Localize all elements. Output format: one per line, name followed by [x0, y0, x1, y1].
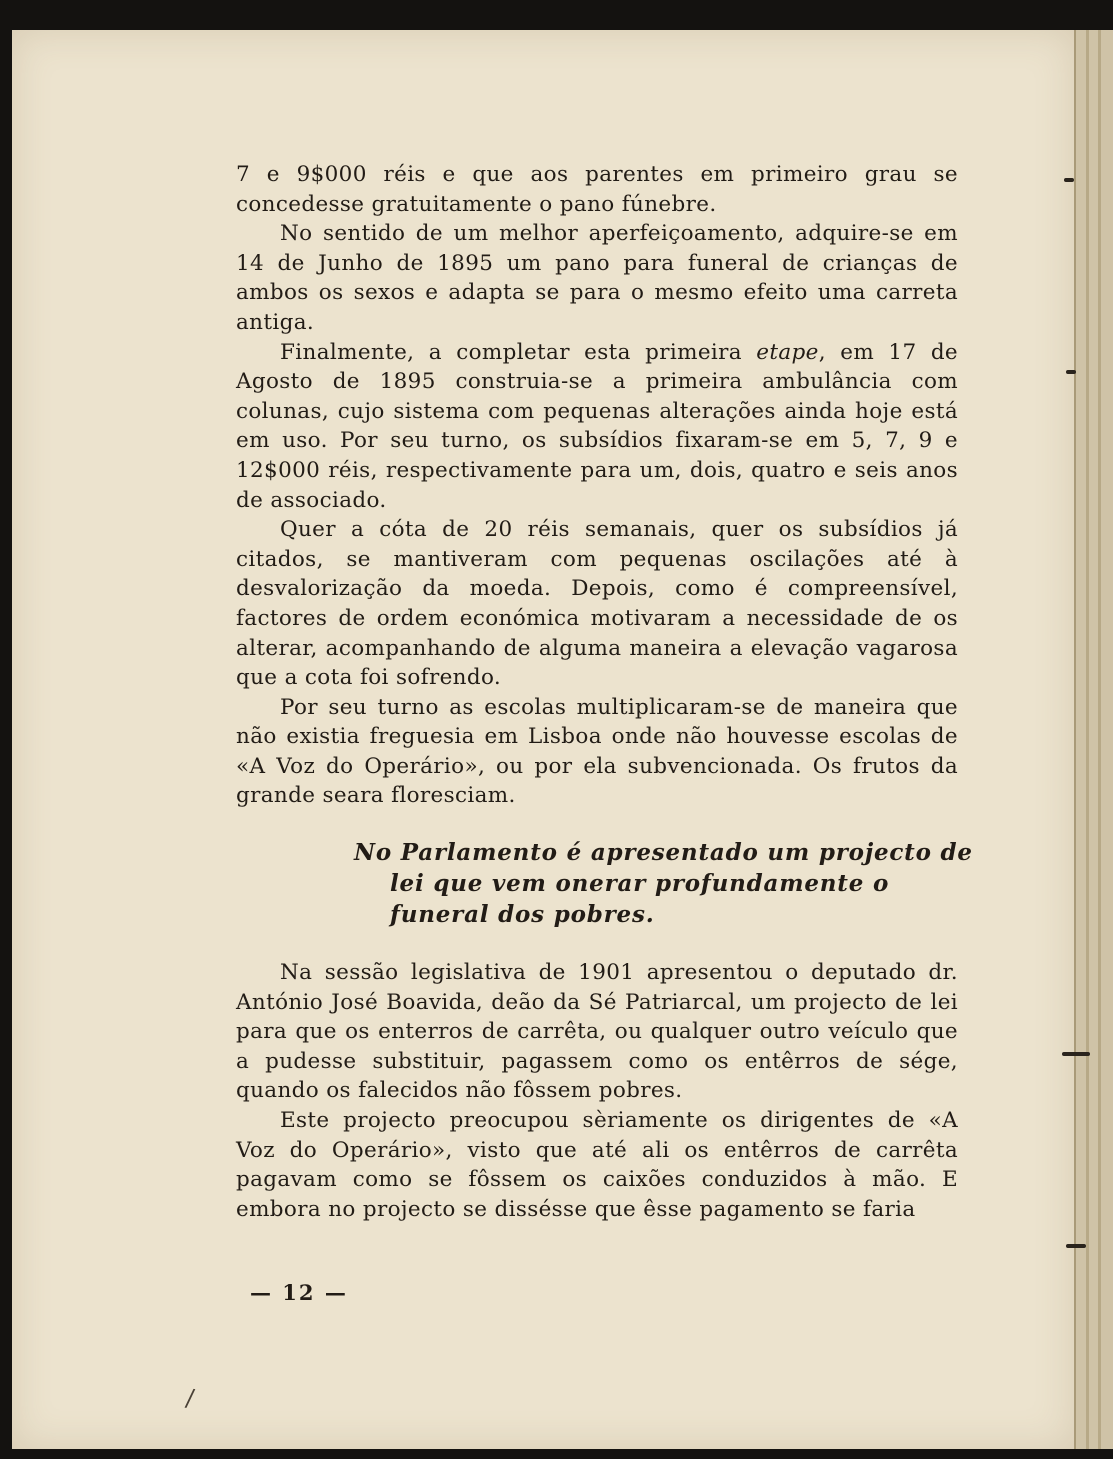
paragraph-6: Na sessão legislativa de 1901 apresentou o deputado dr. António José Boavida, deão da Sé Patriarcal, um projecto de lei para que os enterros de carrêta, ou qualquer outro veículo que a pudesse substituir, pagassem como os entêrros de sége, quando os falecidos não fôssem pobres. — [236, 960, 958, 1104]
edge-mark — [1066, 1244, 1086, 1248]
paragraph-1: 7 e 9$000 réis e que aos parentes em primeiro grau se concedesse gratuitamente o pano fúnebre. — [236, 162, 958, 217]
page-edge — [1074, 30, 1113, 1449]
edge-mark — [1066, 370, 1076, 374]
page-number: — 12 — — [250, 1280, 348, 1305]
paragraph-2: No sentido de um melhor aperfeiçoamento, adquire-se em 14 de Junho de 1895 um pano para funeral de crianças de ambos os sexos e adapta se para o mesmo efeito uma carreta antiga. — [236, 221, 958, 335]
paragraph-4: Quer a cóta de 20 réis semanais, quer os subsídios já citados, se mantiveram com pequenas oscilações até à desvalorização da moeda. Depois, como é compreensível, factores de ordem económica motivaram a necessidade de os alterar, acompanhando de alguma maneira a elevação vagarosa que a cota foi sofrendo. — [236, 517, 958, 691]
paragraph-5: Por seu turno as escolas multiplicaram-se de maneira que não existia freguesia em Lisboa onde não houvesse escolas de «A Voz do Operário», ou por ela subvencionada. Os frutos da grande seara floresciam. — [236, 694, 958, 809]
section-heading: No Parlamento é apresentado um projecto de lei que vem onerar profundamente o funeral dos pobres. — [354, 839, 973, 929]
paragraph-3-text-a: Finalmente, a completar esta primeira — [280, 339, 757, 365]
paragraph-3-text-b: , em 17 de Agosto de 1895 construia-se a primeira ambulância com colunas, cujo sistema com pequenas alterações ainda hoje está em uso. Por seu turno, os subsídios fixaram-se em 5, 7, 9 e 12$000 réis, respectivamente para um, dois, quatro e seis anos de associado. — [236, 339, 959, 513]
edge-mark — [1062, 1052, 1090, 1056]
paragraph-3 — [236, 338, 958, 516]
pencil-mark: / — [184, 1383, 197, 1413]
edge-mark — [1064, 178, 1074, 182]
body-text — [236, 160, 973, 1224]
paragraph-3-italic: etape — [756, 339, 819, 365]
paragraph-7: Este projecto preocupou sèriamente os dirigentes de «A Voz do Operário», visto que até ali os entêrros de carrêta pagavam como se fôssem os caixões conduzidos à mão. E embora no projecto se dissésse que êsse pagamento se faria — [236, 1108, 958, 1222]
